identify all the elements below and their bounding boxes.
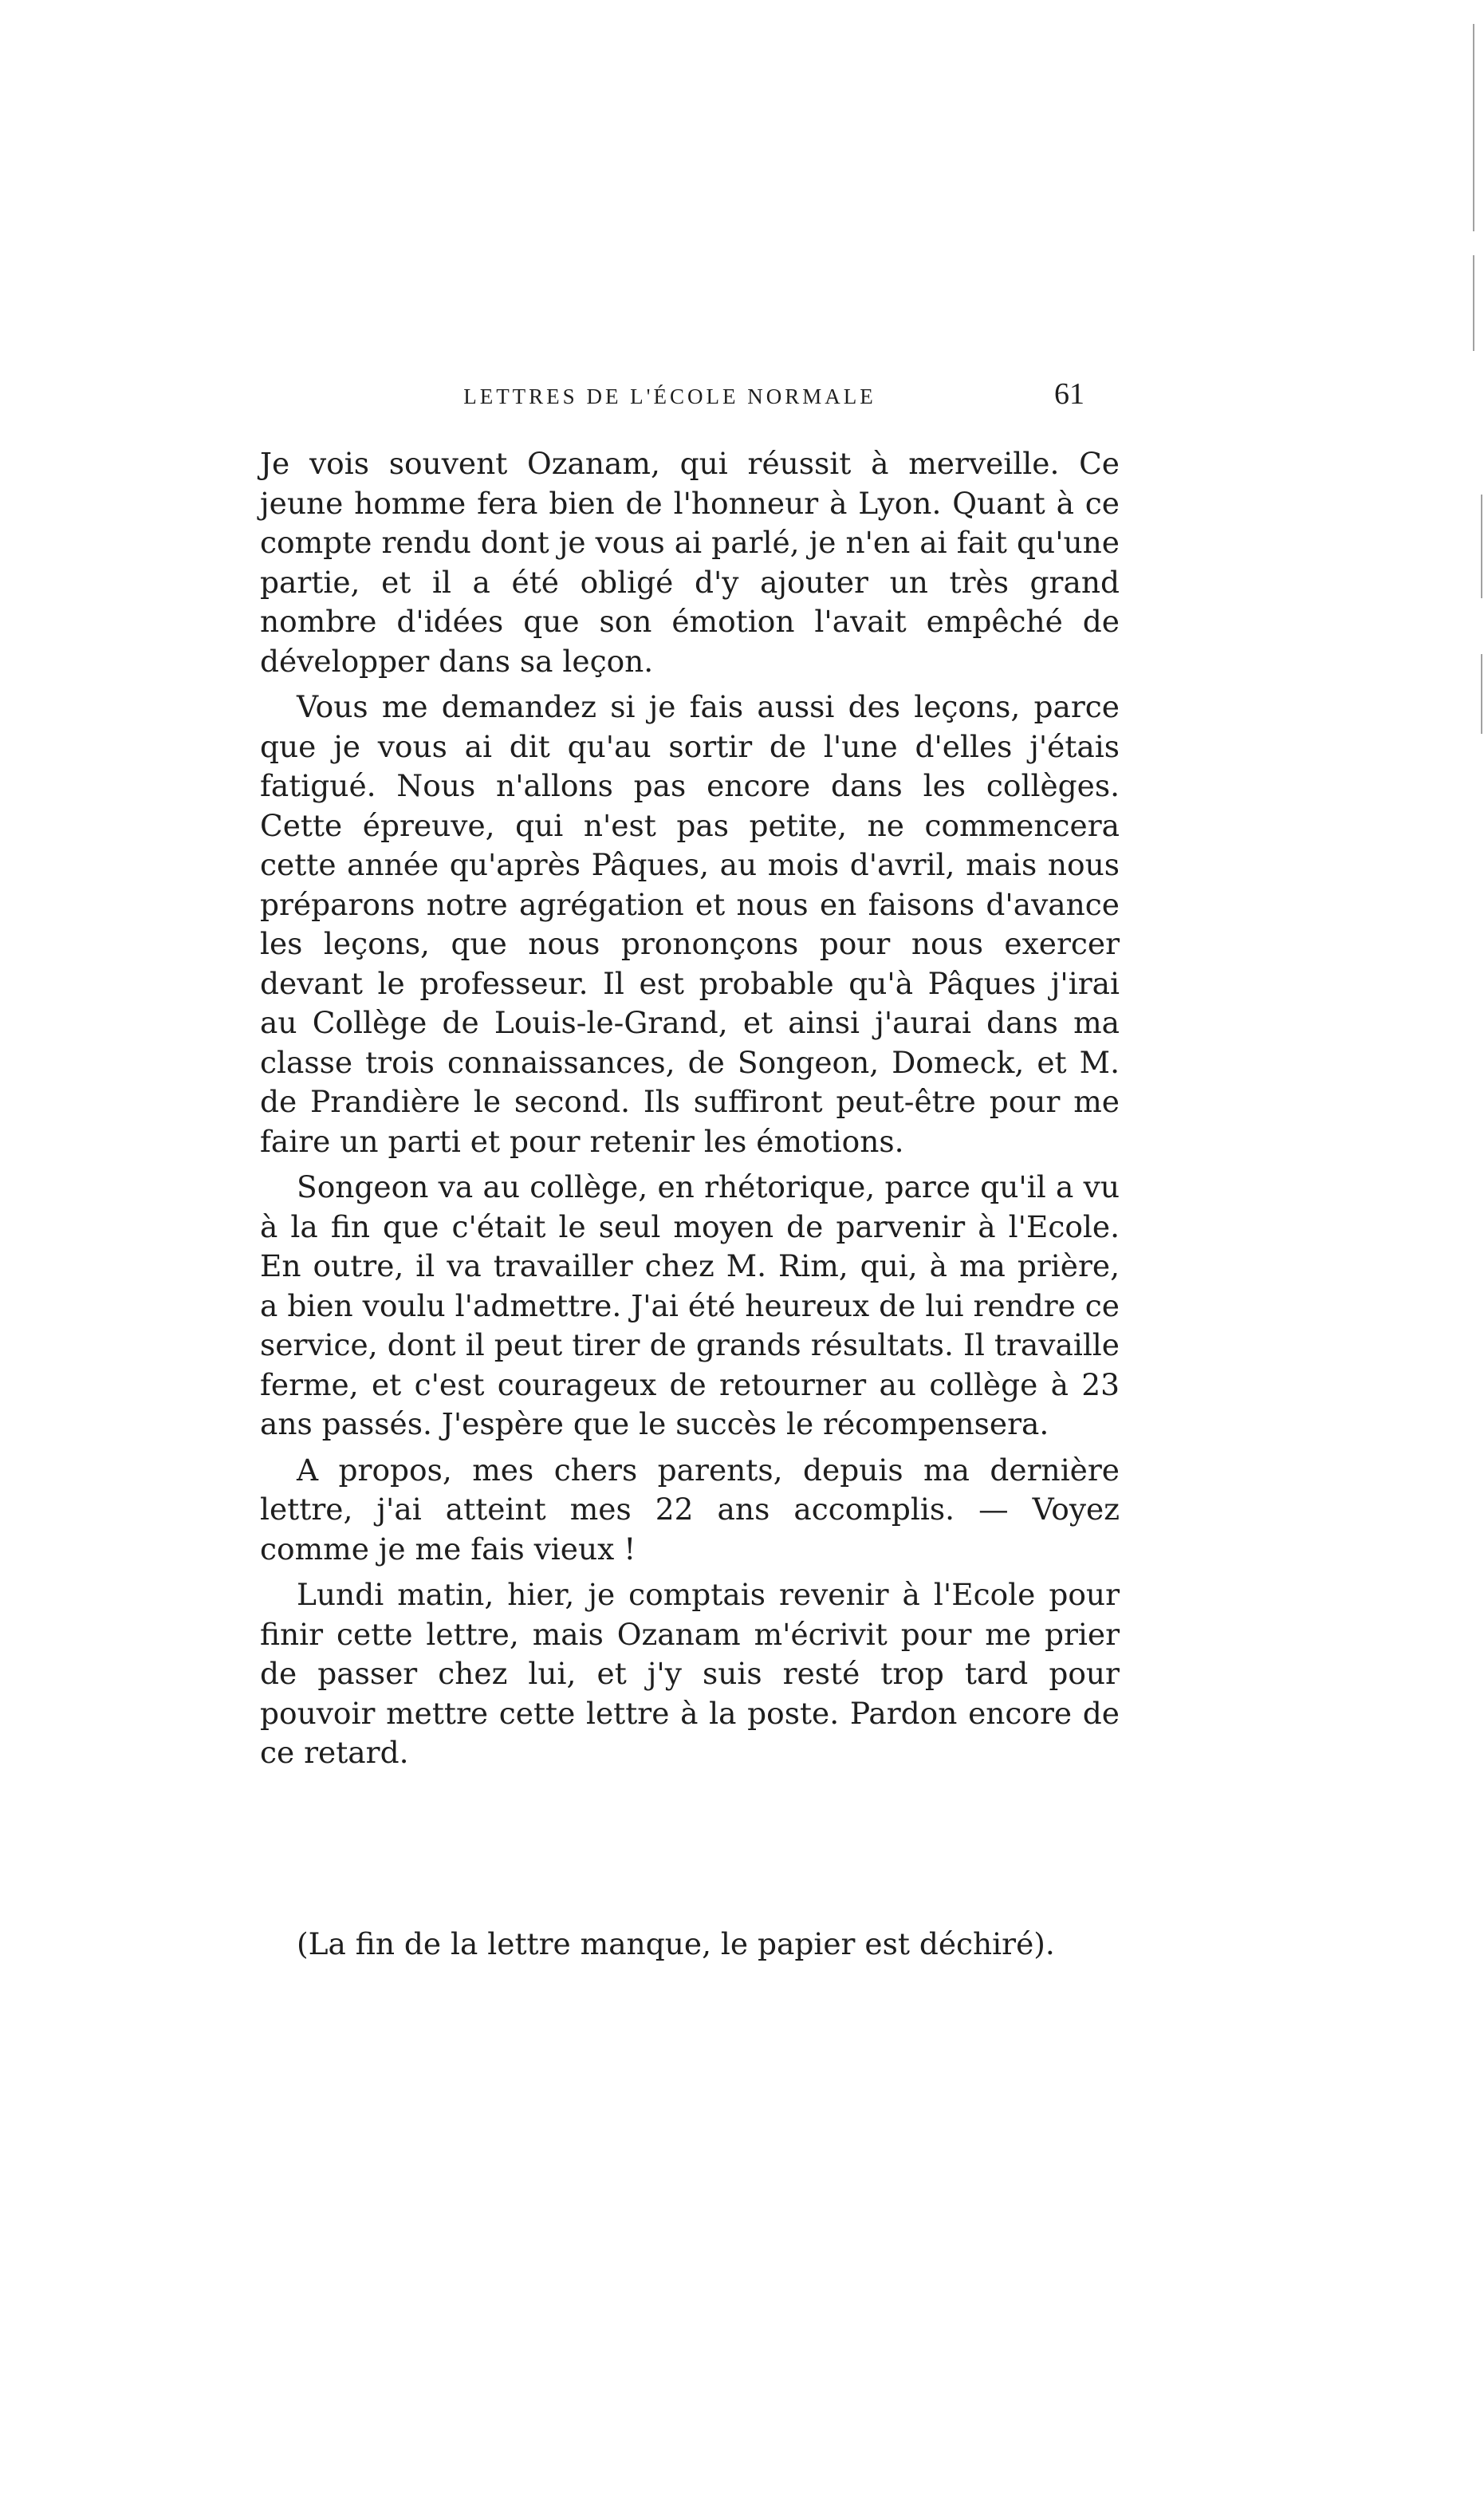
editorial-note: (La fin de la lettre manque, le papier est déchiré).: [297, 1926, 1055, 1961]
scan-mark: [1481, 654, 1482, 734]
scan-mark: [1473, 255, 1474, 351]
paragraph: Je vois souvent Ozanam, qui réussit à merveille. Ce jeune homme fera bien de l'honneur à Lyon. Quant à ce compte rendu dont je vous ai parlé, je n'en ai fait qu'une partie, et il a été obligé d'y ajouter un très grand nombre d'idées que son émotion l'avait empêché de développer dans sa leçon.: [260, 446, 1120, 679]
running-title: LETTRES DE L'ÉCOLE NORMALE: [463, 384, 876, 408]
paragraph: Songeon va au collège, en rhétorique, parce qu'il a vu à la fin que c'était le seul moyen de parvenir à l'Ecole. En outre, il va travailler chez M. Rim, qui, à ma prière, a bien voulu l'admettre. J'ai été heureux de lui rendre ce service, dont il peut tirer de grands résultats. Il travaille ferme, et c'est courageux de retourner au collège à 23 ans passés. J'espère que le succès le récompensera.: [260, 1169, 1120, 1441]
page-number: 61: [1054, 377, 1084, 411]
paragraph: A propos, mes chers parents, depuis ma dernière lettre, j'ai atteint mes 22 ans accomplis. — Voyez comme je me fais vieux !: [260, 1452, 1120, 1567]
letter-body: [260, 444, 1120, 1773]
scan-mark: [1481, 495, 1482, 598]
paragraph: Lundi matin, hier, je comptais revenir à l'Ecole pour finir cette lettre, mais Ozanam m'écrivit pour me prier de passer chez lui, et j'y suis resté trop tard pour pouvoir mettre cette lettre à la poste. Pardon encore de ce retard.: [260, 1577, 1120, 1770]
scan-mark: [1473, 24, 1474, 231]
paragraph: Vous me demandez si je fais aussi des leçons, parce que je vous ai dit qu'au sortir de l'une d'elles j'étais fatigué. Nous n'allons pas encore dans les collèges. Cette épreuve, qui n'est pas petite, ne commencera cette année qu'après Pâques, au mois d'avril, mais nous préparons notre agrégation et nous en faisons d'avance les leçons, que nous prononçons pour nous exercer devant le professeur. Il est probable qu'à Pâques j'irai au Collège de Louis-le-Grand, et ainsi j'aurai dans ma classe trois connaissances, de Songeon, Domeck, et M. de Prandière le second. Ils suffiront peut-être pour me faire un parti et pour retenir les émotions.: [260, 689, 1120, 1159]
